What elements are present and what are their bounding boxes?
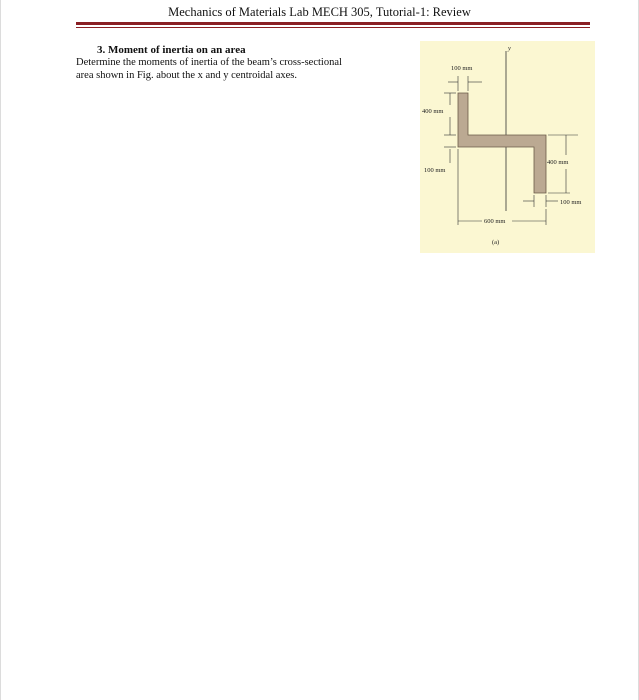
header-rule-thick [76, 22, 590, 25]
header-rule-thin [76, 27, 590, 28]
y-axis-label: y [508, 45, 511, 52]
dim-left-upper-label: 400 mm [422, 108, 444, 115]
problem-text-line-1: Determine the moments of inertia of the beam’s cross-sectional [76, 57, 342, 68]
dim-left-lower-label: 100 mm [424, 167, 446, 174]
cross-section-figure [420, 41, 595, 253]
dim-top-width-label: 100 mm [451, 65, 473, 72]
problem-heading: 3. Moment of inertia on an area [97, 44, 246, 56]
figure-panel [420, 41, 595, 253]
figure-caption: (a) [492, 239, 500, 246]
dim-right-height-label: 400 mm [547, 159, 569, 166]
page-header-title: Mechanics of Materials Lab MECH 305, Tutorial-1: Review [168, 5, 471, 19]
problem-text-line-2: area shown in Fig. about the x and y centroidal axes. [76, 69, 298, 81]
dim-right-width-label: 100 mm [560, 199, 582, 206]
dim-bottom-width-label: 600 mm [484, 218, 506, 225]
beam-cross-section [458, 93, 546, 193]
problem-text [76, 57, 406, 82]
